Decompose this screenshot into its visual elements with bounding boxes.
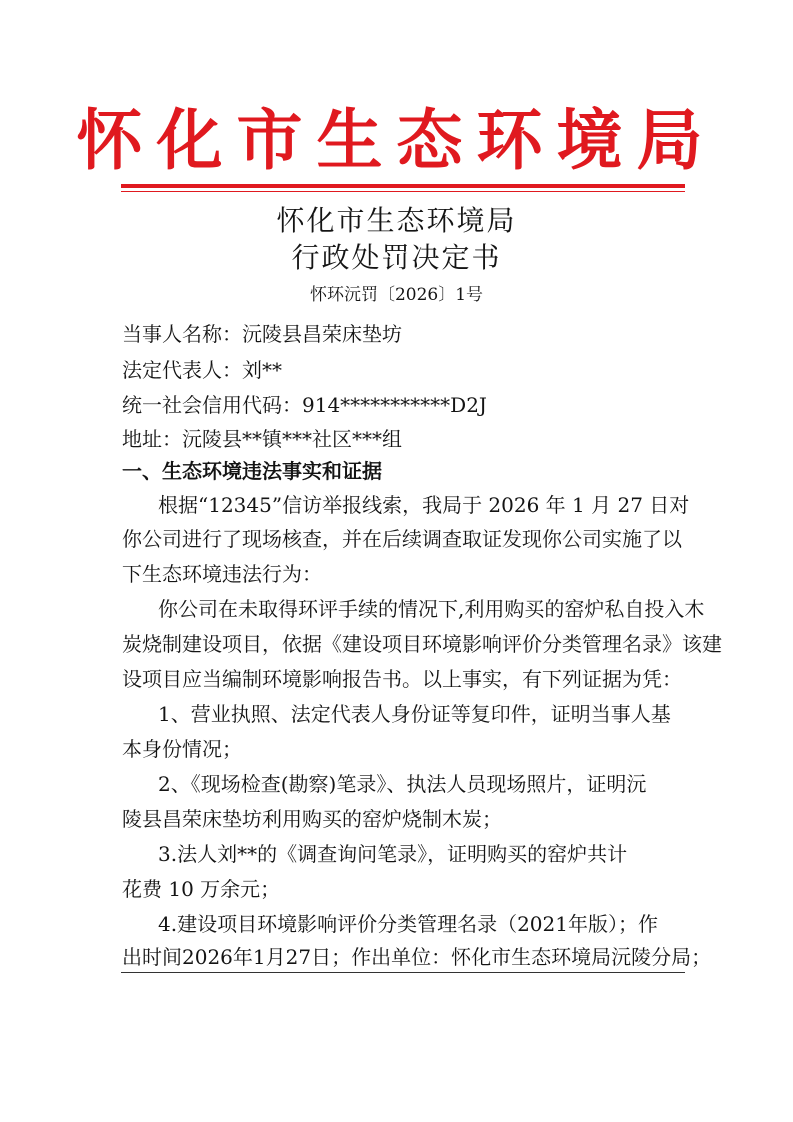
paragraph-line: 下生态环境违法行为：: [122, 562, 322, 586]
paragraph-line: 本身份情况；: [122, 737, 242, 761]
party-address: 地址：沅陵县**镇***社区***组: [122, 427, 402, 451]
section-heading: 一、生态环境违法事实和证据: [122, 459, 382, 483]
party-representative: 法定代表人：刘**: [122, 358, 282, 382]
paragraph-line: 设项目应当编制环境影响报告书。以上事实，有下列证据为凭：: [122, 667, 682, 691]
paragraph-line: 2、《现场检查(勘察)笔录》、执法人员现场照片，证明沅: [158, 772, 647, 796]
letterhead-title: 怀化市生态环境局: [76, 102, 717, 179]
paragraph-line: 你公司进行了现场核查，并在后续调查取证发现你公司实施了以: [122, 527, 682, 551]
paragraph-line: 陵县昌荣床垫坊利用购买的窑炉烧制木炭；: [122, 807, 502, 831]
paragraph-line: 3.法人刘**的《调查询问笔录》，证明购买的窑炉共计: [158, 842, 628, 866]
party-name: 当事人名称：沅陵县昌荣床垫坊: [122, 322, 402, 346]
paragraph-line: 出时间2026年1月27日；作出单位：怀化市生态环境局沅陵分局；: [122, 945, 712, 969]
paragraph-line: 花费 10 万余元；: [122, 877, 281, 901]
paragraph-line: 你公司在未取得环评手续的情况下,利用购买的窑炉私自投入木: [158, 597, 705, 621]
paragraph-line: 炭烧制建设项目，依据《建设项目环境影响评价分类管理名录》该建: [122, 632, 722, 656]
bottom-rule: [121, 972, 685, 973]
letterhead-rule-thick: [121, 184, 685, 188]
paragraph-line: 4.建设项目环境影响评价分类管理名录（2021年版）；作: [158, 912, 658, 936]
document-title-issuer: 怀化市生态环境局: [276, 204, 517, 237]
paragraph-line: 根据“12345”信访举报线索，我局于 2026 年 1 月 27 日对: [158, 493, 690, 517]
document-number: 怀环沅罚〔2026〕1号: [309, 285, 484, 305]
letterhead-rule-thin: [121, 191, 685, 192]
party-credit-code: 统一社会信用代码：914***********D2J: [122, 393, 487, 417]
document-title-type: 行政处罚决定书: [291, 241, 502, 274]
paragraph-line: 1、营业执照、法定代表人身份证等复印件，证明当事人基: [158, 702, 671, 726]
